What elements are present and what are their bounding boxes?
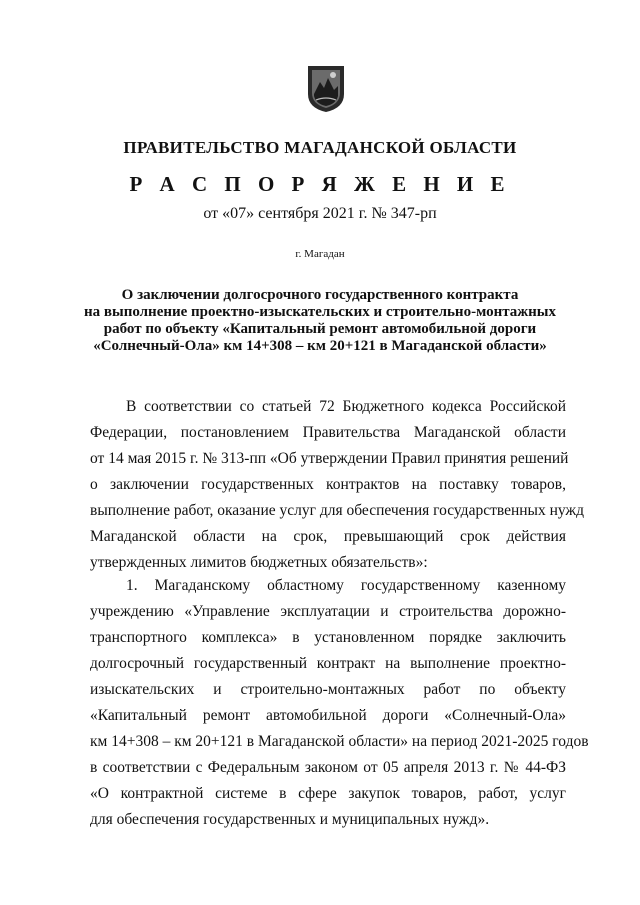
text-line: от 14 мая 2015 г. № 313-пп «Об утверждении Правил принятия решений: [90, 450, 569, 467]
text-line: о заключении государственных контрактов на поставку товаров,: [90, 476, 566, 493]
document-type: Р А С П О Р Я Ж Е Н И Е: [129, 172, 511, 196]
title-line: работ по объекту «Капитальный ремонт автомобильной дороги: [103, 321, 537, 337]
title-line: на выполнение проектно-изыскательских и строительно-монтажных: [83, 304, 557, 320]
text-line: для обеспечения государственных и муниципальных нужд».: [90, 811, 490, 828]
text-line: в соответствии с Федеральным законом от 05 апреля 2013 г. № 44-ФЗ: [90, 759, 566, 776]
document-date-number: от «07» сентября 2021 г. № 347-рп: [203, 205, 437, 222]
text-line: В соответствии со статьей 72 Бюджетного кодекса Российской: [126, 398, 566, 415]
text-line: 1. Магаданскому областному государственному казенному: [126, 577, 566, 594]
paragraph-1: [90, 394, 585, 576]
government-name: ПРАВИТЕЛЬСТВО МАГАДАНСКОЙ ОБЛАСТИ: [123, 138, 517, 157]
text-line: утвержденных лимитов бюджетных обязательств»:: [90, 554, 428, 571]
text-line: Федерации, постановлением Правительства Магаданской области: [90, 424, 566, 441]
text-line: долгосрочный государственный контракт на выполнение проектно-: [90, 655, 566, 672]
paragraph-2: [90, 573, 589, 833]
text-line: учреждению «Управление эксплуатации и строительства дорожно-: [90, 603, 566, 620]
coat-of-arms-emblem: [306, 64, 346, 114]
text-line: Магаданской области на срок, превышающий срок действия: [90, 528, 566, 545]
text-line: «Капитальный ремонт автомобильной дороги «Солнечный-Ола»: [90, 707, 566, 724]
text-line: изыскательских и строительно-монтажных работ по объекту: [90, 681, 566, 698]
text-line: км 14+308 – км 20+121 в Магаданской области» на период 2021-2025 годов: [90, 733, 589, 750]
text-line: выполнение работ, оказание услуг для обеспечения государственных нужд: [90, 502, 585, 519]
text-line: транспортного комплекса» в установленном порядке заключить: [90, 629, 566, 646]
title-line: «Солнечный-Ола» км 14+308 – км 20+121 в Магаданской области»: [93, 338, 547, 354]
title-line: О заключении долгосрочного государственного контракта: [121, 287, 519, 303]
text-line: «О контрактной системе в сфере закупок товаров, работ, услуг: [90, 785, 566, 802]
document-title: [60, 287, 580, 355]
document-city: г. Магадан: [295, 248, 345, 260]
